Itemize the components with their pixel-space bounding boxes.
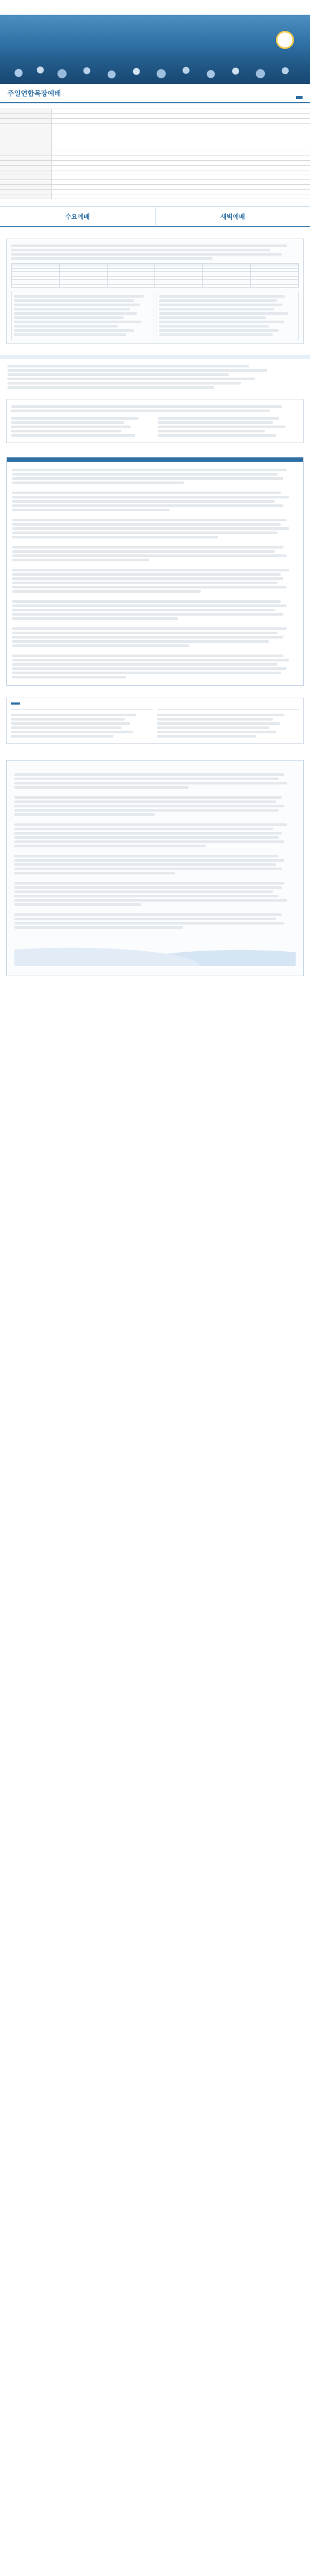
schedule-right-column [157,291,299,340]
hero-banner [0,15,310,84]
essay-title-bar [7,457,303,462]
order-row [0,123,310,151]
order-label [0,151,51,156]
order-row [0,175,310,179]
wednesday-service-name: 수요예배 [65,212,90,220]
church-logo-icon [276,31,294,49]
order-value [51,165,310,170]
prayer-requests [6,698,304,744]
notice-box [6,399,304,443]
order-value [51,175,310,179]
order-row [0,165,310,170]
order-label [0,189,51,194]
schedule-lines [11,244,299,260]
order-label [0,123,51,151]
schedule-left-column [11,291,153,340]
order-label [0,118,51,123]
order-value [51,113,310,118]
order-row [0,184,310,189]
order-value [51,123,310,151]
order-label [0,113,51,118]
bulletin-page [0,0,310,976]
notice-columns [11,415,299,438]
order-label [0,179,51,184]
order-label [0,156,51,160]
order-label [0,175,51,179]
news-section-title [0,355,310,359]
dawn-service-name: 새벽예배 [220,212,245,220]
hero-photo [0,47,310,84]
order-value [51,118,310,123]
order-value [51,151,310,156]
decorative-illustration [14,934,296,966]
order-value [51,194,310,199]
order-label [0,170,51,175]
church-logo-group [276,31,298,49]
church-news [0,359,310,395]
order-value [51,170,310,175]
order-label [0,109,51,114]
prayer-heading [11,702,20,705]
service-time [0,103,310,109]
order-row [0,156,310,160]
service-stamp [296,96,303,99]
order-value [51,189,310,194]
top-bar [0,0,310,15]
service-title [7,89,64,99]
prayer-columns [11,709,299,739]
order-row [0,109,310,114]
side-services [0,207,310,227]
sermon-essay [6,457,304,686]
order-row [0,194,310,199]
church-schedule [6,239,304,344]
order-row [0,151,310,156]
order-row [0,170,310,175]
order-row [0,113,310,118]
essay-body [7,462,303,685]
order-value [51,184,310,189]
order-label [0,194,51,199]
order-value [51,109,310,114]
order-row [0,189,310,194]
order-value [51,160,310,165]
order-value [51,156,310,160]
order-row [0,160,310,165]
schedule-two-columns [11,291,299,340]
service-header [0,84,310,103]
order-row [0,179,310,184]
order-label [0,184,51,189]
pastor-column [6,760,304,976]
order-value [51,179,310,184]
order-of-worship-table [0,109,310,199]
service-title-text: 주일연합목장예배 [7,90,61,98]
order-label [0,165,51,170]
dawn-service [155,207,310,227]
order-row [0,118,310,123]
wednesday-service [0,207,155,227]
order-label [0,160,51,165]
staff-table [11,263,299,288]
column-body [14,773,296,929]
